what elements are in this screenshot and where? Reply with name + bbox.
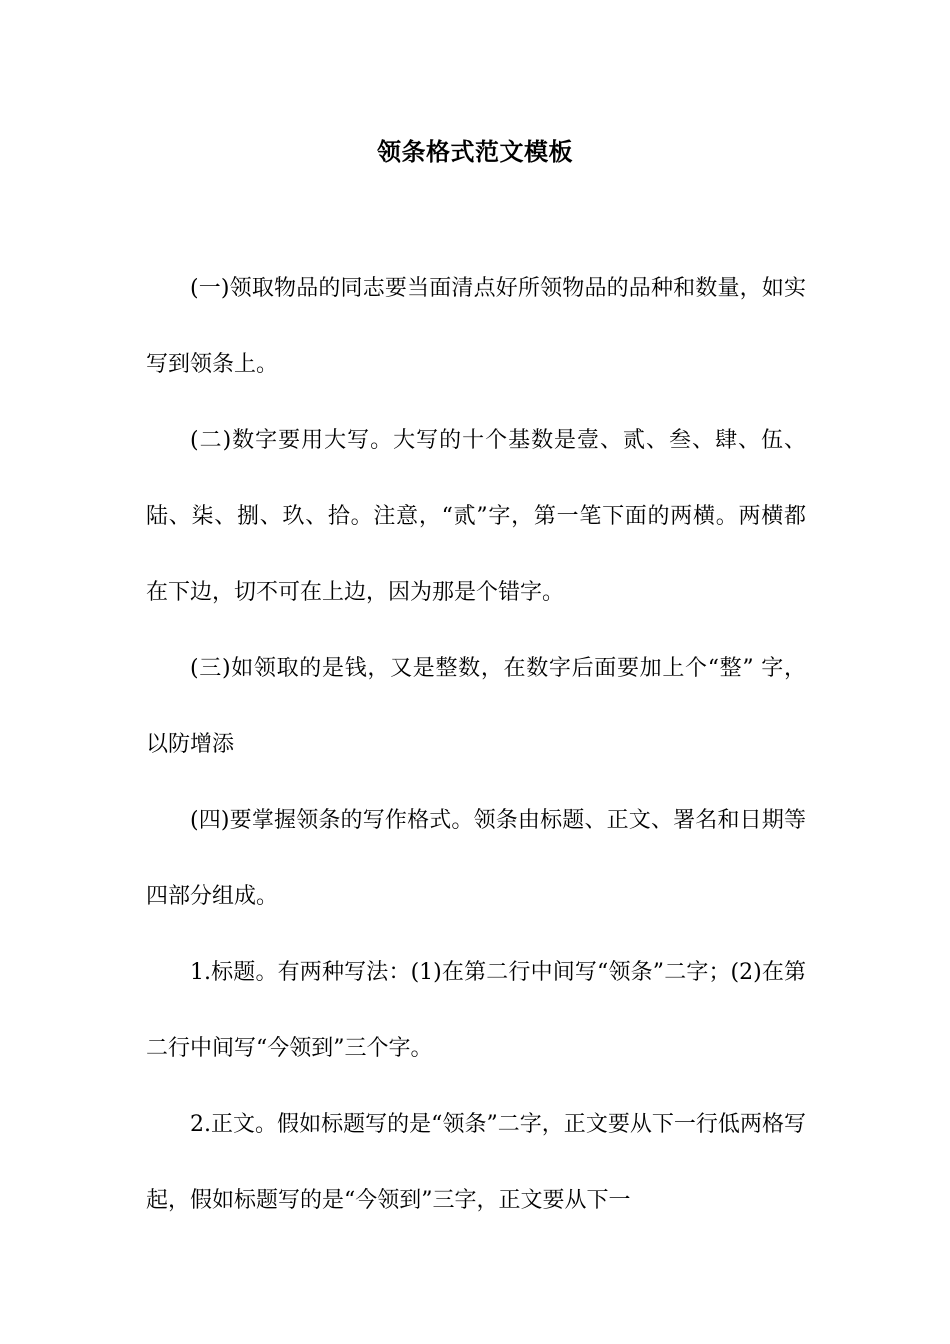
document-body xyxy=(146,251,806,1239)
paragraph-2: (二)数字要用大写。大写的十个基数是壹、贰、叁、肆、伍、陆、柒、捌、玖、拾。注意，“贰”字，第一笔下面的两横。两横都在下边，切不可在上边，因为那是个错字。 xyxy=(146,428,806,605)
document-title: 领条格式范文模板 xyxy=(377,137,573,166)
paragraph-6: 2.正文。假如标题写的是“领条”二字，正文要从下一行低两格写起，假如标题写的是“今领到”三字，正文要从下一 xyxy=(146,1112,806,1213)
paragraph-4: (四)要掌握领条的写作格式。领条由标题、正文、署名和日期等四部分组成。 xyxy=(146,808,806,909)
paragraph-5: 1.标题。有两种写法：(1)在第二行中间写“领条”二字；(2)在第二行中间写“今领到”三个字。 xyxy=(146,960,806,1061)
paragraph-1: (一)领取物品的同志要当面清点好所领物品的品种和数量，如实写到领条上。 xyxy=(146,276,806,377)
paragraph-3: (三)如领取的是钱，又是整数，在数字后面要加上个“整” 字，以防增添 xyxy=(146,656,806,757)
